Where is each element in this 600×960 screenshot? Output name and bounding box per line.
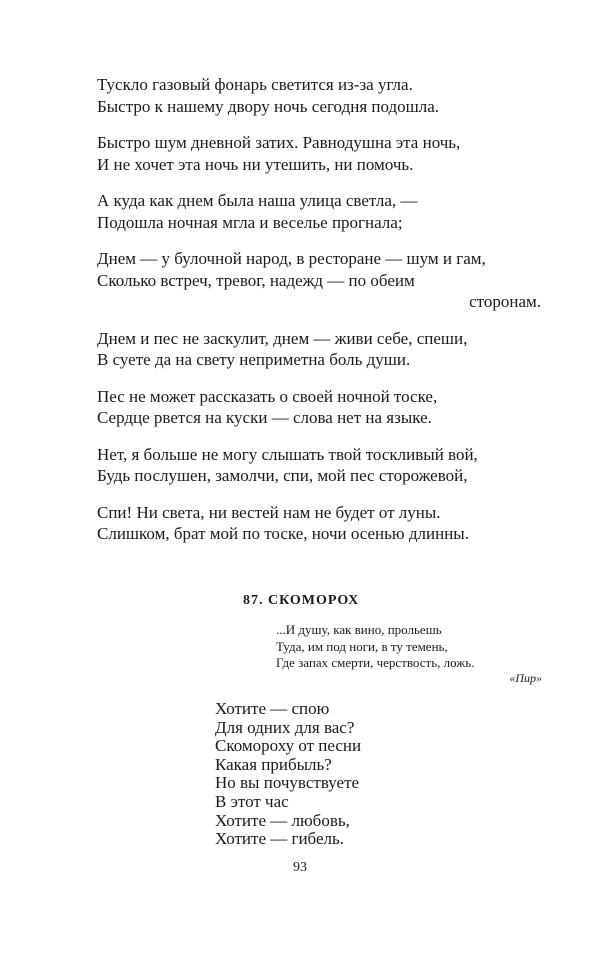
stanza xyxy=(97,74,542,117)
verse-line: Быстро к нашему двору ночь сегодня подошла. xyxy=(97,96,440,116)
stanza xyxy=(97,444,542,487)
verse-line: Хотите — любовь, xyxy=(215,810,350,830)
stanza xyxy=(97,328,542,371)
epigraph-line: Где запах смерти, черствость, ложь. xyxy=(276,655,475,670)
verse-line: Быстро шум дневной затих. Равнодушна эта ночь, xyxy=(97,133,461,152)
verse-line: В этот час xyxy=(215,791,289,811)
verse-line: Хотите — гибель. xyxy=(215,829,345,849)
verse-line: Какая прибыль? xyxy=(215,754,332,774)
epigraph xyxy=(276,622,542,672)
poem-body xyxy=(215,700,361,849)
verse-line: Будь послушен, замолчи, спи, мой пес сторожевой, xyxy=(97,466,468,485)
epigraph-source: «Пир» xyxy=(509,671,542,685)
verse-line: Днем и пес не заскулит, днем — живи себе, спеши, xyxy=(97,328,468,348)
verse-line: Скомороху от песни xyxy=(215,736,362,756)
verse-line: Днем — у булочной народ, в ресторане — шум и гам, xyxy=(97,249,486,268)
stanza xyxy=(97,502,542,545)
page-number: 93 xyxy=(293,860,307,875)
verse-line: И не хочет эта ночь ни утешить, ни помочь. xyxy=(97,154,414,174)
verse-line: Подошла ночная мгла и веселье прогнала; xyxy=(97,212,403,232)
verse-line: В суете да на свету неприметна боль души. xyxy=(97,350,411,369)
verse-line: Хотите — спою xyxy=(215,699,330,718)
stanza xyxy=(97,190,542,233)
stanza xyxy=(97,248,542,313)
verse-line: Слишком, брат мой по тоске, ночи осенью длинны. xyxy=(97,524,469,543)
verse-line: Сколько встреч, тревог, надежд — по обеим xyxy=(97,270,415,290)
poem-title: 87. СКОМОРОХ xyxy=(243,593,360,608)
verse-line: Тускло газовый фонарь светится из-за угла. xyxy=(97,75,413,94)
verse-line: Нет, я больше не могу слышать твой тоскливый вой, xyxy=(97,444,478,464)
verse-line: Пес не может рассказать о своей ночной тоске, xyxy=(97,386,438,406)
verse-line: Спи! Ни света, ни вестей нам не будет от луны. xyxy=(97,502,441,522)
previous-poem xyxy=(97,74,542,560)
verse-line: А куда как днем была наша улица светла, — xyxy=(97,191,418,210)
verse-line: Для одних для вас? xyxy=(215,717,355,737)
verse-line: Но вы почувствуете xyxy=(215,773,360,793)
stanza xyxy=(97,132,542,175)
epigraph-line: ...И душу, как вино, прольешь xyxy=(276,622,442,637)
epigraph-line: Туда, им под ноги, в ту темень, xyxy=(276,638,448,654)
stanza xyxy=(97,386,542,429)
verse-line: Сердце рвется на куски — слова нет на языке. xyxy=(97,408,432,427)
verse-line-continuation: сторонам. xyxy=(469,292,541,311)
